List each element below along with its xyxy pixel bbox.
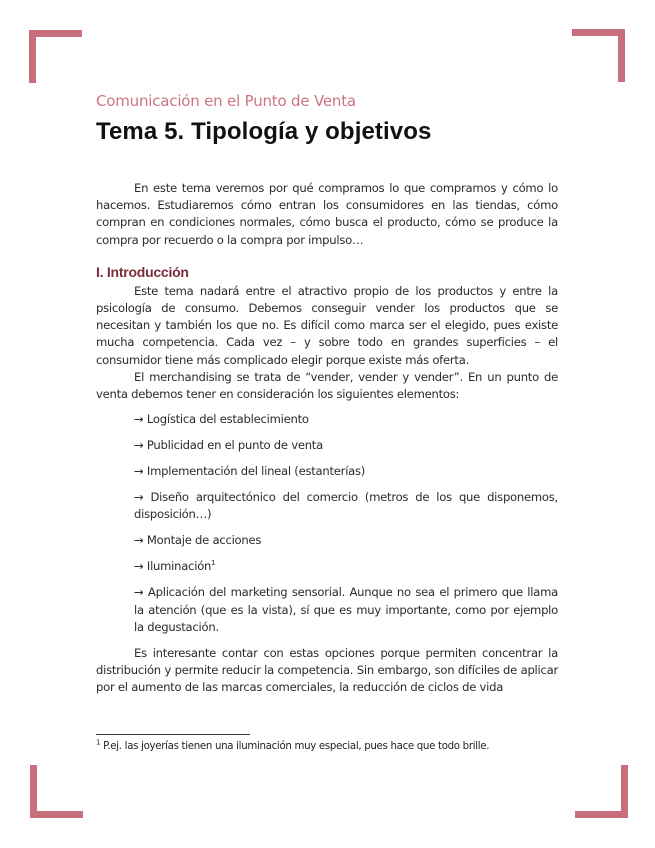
paragraph: El merchandising se trata de “vender, vender y vender”. En un punto de venta debemos tener en consideración los siguientes elementos: xyxy=(96,369,558,402)
list-item: → Diseño arquitectónico del comercio (metros de los que disponemos, disposición…) xyxy=(134,490,558,522)
footnote-number: 1 xyxy=(96,738,101,747)
paragraph: Es interesante contar con estas opciones porque permiten concentrar la distribución y permite reducir la competencia. Sin embargo, son difíciles de aplicar por el aumento de las marcas comerciales, la reducción de ciclos de vida xyxy=(96,645,558,695)
document-body xyxy=(96,180,558,696)
list-item: → Montaje de acciones xyxy=(134,533,262,548)
page-title: Tema 5. Tipología y objetivos xyxy=(96,118,432,145)
corner-bracket-bottom-right xyxy=(575,765,628,818)
corner-bracket-top-right xyxy=(572,29,625,82)
list-item: → Logística del establecimiento xyxy=(134,412,309,427)
footnote xyxy=(96,738,490,752)
paragraph: Este tema nadará entre el atractivo propio de los productos y entre la psicología de consumo. Debemos conseguir vender los productos que se necesitan y también los que no. Es difícil como marca ser el elegido, pues existe mucha competencia. Cada vez – y sobre todo en grandes superficies – el consumidor tiene más complicado elegir porque existe más oferta. xyxy=(96,283,558,367)
course-subtitle: Comunicación en el Punto de Venta xyxy=(96,92,356,110)
footnote-reference[interactable]: 1 xyxy=(211,559,216,568)
list-item: → Implementación del lineal (estanterías) xyxy=(134,464,366,479)
list-item: → Aplicación del marketing sensorial. Aunque no sea el primero que llama la atención (que es la vista), sí que es muy importante, como por ejemplo la degustación. xyxy=(134,585,558,634)
footnote-divider xyxy=(96,734,250,735)
corner-bracket-top-left xyxy=(29,30,82,83)
list-item-text: → Iluminación xyxy=(134,559,212,574)
list-item: → Publicidad en el punto de venta xyxy=(134,438,323,453)
elements-list xyxy=(134,411,558,636)
footnote-text: P.ej. las joyerías tienen una iluminación muy especial, pues hace que todo brille. xyxy=(100,741,490,752)
intro-paragraph: En este tema veremos por qué compramos lo que compramos y cómo lo hacemos. Estudiaremos cómo entran los consumidores en las tiendas, cómo compran en condiciones normales, cómo busca el producto, cómo se produce la compra por recuerdo o la compra por impulso… xyxy=(96,181,558,247)
corner-bracket-bottom-left xyxy=(30,765,83,818)
list-item xyxy=(134,558,558,575)
section-heading: I. Introducción xyxy=(96,263,189,280)
